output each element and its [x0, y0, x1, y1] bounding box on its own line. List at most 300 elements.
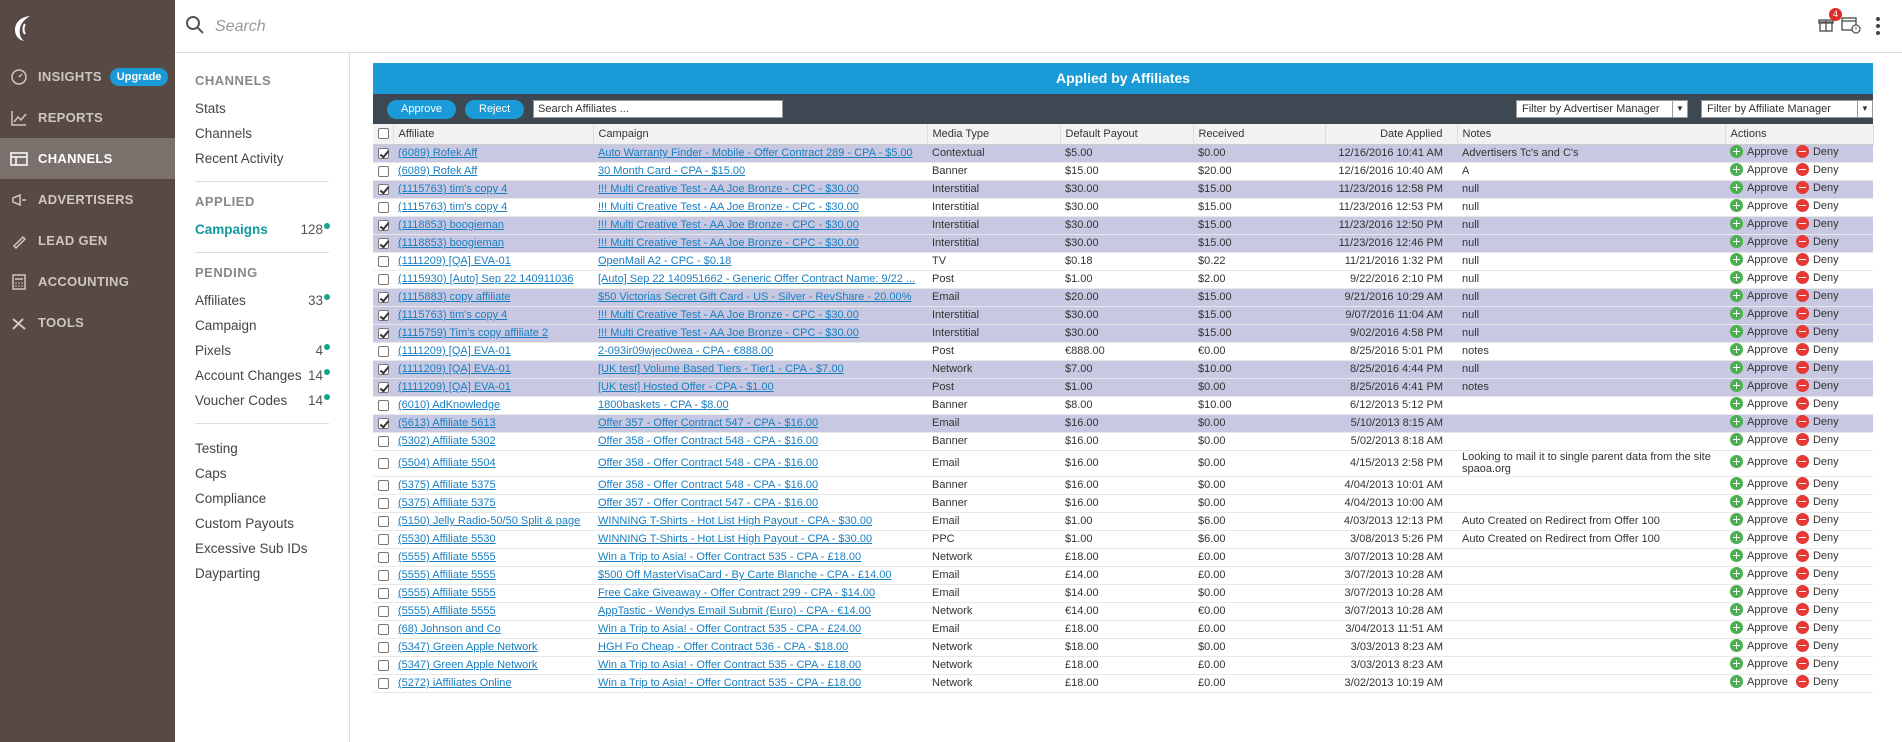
media-type-cell: Post	[932, 345, 955, 357]
campaign-link[interactable]: AppTastic - Wendys Email Submit (Euro) - CPA - €14.00	[598, 605, 871, 617]
default-payout-cell: $1.00	[1065, 273, 1093, 285]
row-checkbox[interactable]	[378, 238, 389, 249]
row-checkbox[interactable]	[378, 534, 389, 545]
actions-cell	[1725, 620, 1873, 638]
received-cell: $0.00	[1198, 497, 1226, 509]
default-payout-cell: £14.00	[1065, 569, 1099, 581]
plus-circle-icon	[1730, 271, 1743, 284]
rail-item-lead-gen[interactable]	[0, 220, 175, 261]
affiliate-link[interactable]: (6089) Rofek Aff	[398, 165, 478, 177]
row-approve-action[interactable]	[1730, 163, 1788, 176]
row-select-cell	[373, 360, 393, 378]
row-checkbox[interactable]	[378, 480, 389, 491]
divider	[195, 423, 329, 424]
campaign-link[interactable]: 2-093ir09wjec0wea - CPA - €888.00	[598, 345, 774, 357]
affiliate-link[interactable]: (6010) AdKnowledge	[398, 399, 501, 411]
actions-cell	[1725, 144, 1873, 162]
default-payout-cell: $20.00	[1065, 291, 1099, 303]
campaign-cell	[593, 180, 927, 198]
row-deny-action[interactable]	[1796, 455, 1839, 468]
affiliate-link[interactable]: (5613) Affiliate 5613	[398, 417, 496, 429]
campaign-link[interactable]: !!! Multi Creative Test - AA Joe Bronze - CPC - $30.00	[598, 183, 859, 195]
row-deny-action[interactable]	[1796, 567, 1839, 580]
default-payout-cell: $5.00	[1065, 147, 1093, 159]
row-approve-action[interactable]	[1730, 361, 1788, 374]
minus-circle-icon	[1796, 549, 1809, 562]
row-checkbox[interactable]	[378, 642, 389, 653]
reject-button[interactable]: Reject	[465, 100, 524, 119]
row-approve-action[interactable]	[1730, 379, 1788, 392]
deny-label: Deny	[1812, 639, 1839, 652]
default-payout-cell: $16.00	[1065, 435, 1099, 447]
rail-item-advertisers[interactable]	[0, 179, 175, 220]
line-chart-icon	[10, 109, 28, 127]
row-checkbox[interactable]	[378, 552, 389, 563]
row-checkbox[interactable]	[378, 624, 389, 635]
row-approve-action[interactable]	[1730, 639, 1788, 652]
row-approve-action[interactable]	[1730, 433, 1788, 446]
date-applied-cell: 8/25/2016 4:44 PM	[1350, 363, 1443, 375]
row-select-cell	[373, 512, 393, 530]
row-checkbox[interactable]	[378, 310, 389, 321]
row-deny-action[interactable]	[1796, 271, 1839, 284]
row-deny-action[interactable]	[1796, 145, 1839, 158]
row-checkbox[interactable]	[378, 498, 389, 509]
actions-cell	[1725, 432, 1873, 450]
approve-button[interactable]: Approve	[387, 100, 456, 119]
row-checkbox[interactable]	[378, 364, 389, 375]
row-checkbox[interactable]	[378, 274, 389, 285]
date-applied-cell: 6/12/2013 5:12 PM	[1350, 399, 1443, 411]
campaign-link[interactable]: Win a Trip to Asia! - Offer Contract 535 - CPA - £24.00	[598, 623, 862, 635]
row-approve-action[interactable]	[1730, 199, 1788, 212]
affiliate-cell	[393, 342, 593, 360]
row-deny-action[interactable]	[1796, 477, 1839, 490]
deny-label: Deny	[1812, 531, 1839, 544]
row-select-cell	[373, 494, 393, 512]
plus-circle-icon	[1730, 217, 1743, 230]
campaign-link[interactable]: 30 Month Card - CPA - $15.00	[598, 165, 746, 177]
minus-circle-icon	[1796, 361, 1809, 374]
affiliate-link[interactable]: (1118853) boogieman	[398, 237, 505, 249]
affiliate-link[interactable]: (5302) Affiliate 5302	[398, 435, 496, 447]
affiliate-cell	[393, 180, 593, 198]
deny-label: Deny	[1812, 657, 1839, 670]
row-deny-action[interactable]	[1796, 639, 1839, 652]
subnav-item-recent-activity[interactable]	[195, 146, 329, 171]
row-approve-action[interactable]	[1730, 603, 1788, 616]
row-deny-action[interactable]	[1796, 361, 1839, 374]
row-deny-action[interactable]	[1796, 675, 1839, 688]
row-approve-action[interactable]	[1730, 477, 1788, 490]
column-header-affiliate[interactable]: Affiliate	[393, 124, 593, 144]
row-deny-action[interactable]	[1796, 163, 1839, 176]
subnav-item-label: Stats	[195, 101, 226, 116]
subnav-item-campaign[interactable]	[195, 313, 329, 338]
subnav-item-caps[interactable]	[195, 461, 329, 486]
row-approve-action[interactable]	[1730, 397, 1788, 410]
row-select-cell	[373, 162, 393, 180]
row-deny-action[interactable]	[1796, 621, 1839, 634]
row-deny-action[interactable]	[1796, 289, 1839, 302]
row-approve-action[interactable]	[1730, 289, 1788, 302]
actions-cell	[1725, 584, 1873, 602]
table-row	[373, 548, 1873, 566]
row-deny-action[interactable]	[1796, 603, 1839, 616]
subnav-item-account-changes[interactable]	[195, 363, 329, 388]
notes-cell	[1457, 674, 1725, 692]
rail-item-insights[interactable]	[0, 56, 175, 97]
row-approve-action[interactable]	[1730, 235, 1788, 248]
row-approve-action[interactable]	[1730, 343, 1788, 356]
column-header-notes[interactable]: Notes	[1457, 124, 1725, 144]
received-cell: $0.00	[1198, 587, 1226, 599]
campaign-link[interactable]: Offer 358 - Offer Contract 548 - CPA - $16.00	[598, 457, 819, 469]
table-row	[373, 432, 1873, 450]
media-type-cell: Banner	[932, 479, 968, 491]
rail-item-reports[interactable]	[0, 97, 175, 138]
campaign-link[interactable]: Offer 358 - Offer Contract 548 - CPA - $16.00	[598, 479, 819, 491]
campaign-link[interactable]: $50 Victorias Secret Gift Card - US - Silver - RevShare - 20.00%	[598, 291, 912, 303]
row-approve-action[interactable]	[1730, 549, 1788, 562]
approve-label: Approve	[1747, 163, 1788, 176]
affiliate-link[interactable]: (1115763) tim's copy 4	[398, 183, 508, 195]
row-select-cell	[373, 584, 393, 602]
deny-label: Deny	[1812, 513, 1839, 526]
actions-cell	[1725, 234, 1873, 252]
subnav-item-campaigns[interactable]	[195, 217, 329, 242]
received-cell: $10.00	[1198, 399, 1232, 411]
row-checkbox[interactable]	[378, 184, 389, 195]
subnav-item-dayparting[interactable]	[195, 561, 329, 586]
row-checkbox[interactable]	[378, 660, 389, 671]
row-checkbox[interactable]	[378, 606, 389, 617]
received-cell: $15.00	[1198, 219, 1232, 231]
subnav-item-channels[interactable]	[195, 121, 329, 146]
row-approve-action[interactable]	[1730, 621, 1788, 634]
row-checkbox[interactable]	[378, 220, 389, 231]
upgrade-badge[interactable]: Upgrade	[110, 68, 169, 86]
media-type-cell: Network	[932, 659, 973, 671]
row-approve-action[interactable]	[1730, 495, 1788, 508]
campaign-link[interactable]: Win a Trip to Asia! - Offer Contract 535 - CPA - £18.00	[598, 659, 862, 671]
campaign-link[interactable]: Offer 358 - Offer Contract 548 - CPA - $16.00	[598, 435, 819, 447]
row-checkbox[interactable]	[378, 458, 389, 469]
row-approve-action[interactable]	[1730, 657, 1788, 670]
global-search-input[interactable]	[215, 14, 615, 40]
affiliate-link[interactable]: (1118853) boogieman	[398, 219, 505, 231]
affiliate-link[interactable]: (5555) Affiliate 5555	[398, 587, 496, 599]
row-approve-action[interactable]	[1730, 675, 1788, 688]
campaign-link[interactable]: !!! Multi Creative Test - AA Joe Bronze - CPC - $30.00	[598, 201, 859, 213]
affiliate-link[interactable]: (1111209) [QA] EVA-01	[398, 255, 511, 267]
app-logo[interactable]	[0, 0, 175, 56]
campaign-link[interactable]: [Auto] Sep 22 140951662 - Generic Offer Contract Name: 9/22 ...	[598, 273, 916, 285]
column-header-media-type[interactable]: Media Type	[927, 124, 1060, 144]
row-deny-action[interactable]	[1796, 343, 1839, 356]
campaign-link[interactable]: [UK test] Volume Based Tiers - Tier1 - CPA - $7.00	[598, 363, 844, 375]
default-payout-cell: $1.00	[1065, 515, 1093, 527]
tools-icon	[10, 314, 28, 332]
column-header-received[interactable]: Received	[1193, 124, 1325, 144]
table-row	[373, 566, 1873, 584]
notes-cell	[1457, 638, 1725, 656]
affiliate-cell	[393, 234, 593, 252]
campaign-link[interactable]: Win a Trip to Asia! - Offer Contract 535 - CPA - £18.00	[598, 551, 862, 563]
row-approve-action[interactable]	[1730, 567, 1788, 580]
minus-circle-icon	[1796, 217, 1809, 230]
gift-icon[interactable]	[1818, 9, 1838, 37]
affiliate-link[interactable]: (5150) Jelly Radio-50/50 Split & page	[398, 515, 581, 527]
row-checkbox[interactable]	[378, 418, 389, 429]
affiliate-link[interactable]: (1115763) tim's copy 4	[398, 309, 508, 321]
column-header-date-applied[interactable]: Date Applied	[1325, 124, 1457, 144]
affiliate-link[interactable]: (1115930) [Auto] Sep 22 140911036	[398, 273, 574, 285]
received-cell: $0.00	[1198, 457, 1226, 469]
subnav-item-pixels[interactable]	[195, 338, 329, 363]
campaign-link[interactable]: !!! Multi Creative Test - AA Joe Bronze - CPC - $30.00	[598, 309, 859, 321]
campaign-cell	[593, 144, 927, 162]
row-deny-action[interactable]	[1796, 253, 1839, 266]
campaign-link[interactable]: WINNING T-Shirts - Hot List High Payout - CPA - $30.00	[598, 533, 873, 545]
row-deny-action[interactable]	[1796, 235, 1839, 248]
plus-circle-icon	[1730, 433, 1743, 446]
row-approve-action[interactable]	[1730, 145, 1788, 158]
row-checkbox[interactable]	[378, 436, 389, 447]
deny-label: Deny	[1812, 549, 1839, 562]
row-deny-action[interactable]	[1796, 495, 1839, 508]
minus-circle-icon	[1796, 433, 1809, 446]
row-approve-action[interactable]	[1730, 513, 1788, 526]
row-deny-action[interactable]	[1796, 513, 1839, 526]
row-deny-action[interactable]	[1796, 657, 1839, 670]
plus-circle-icon	[1730, 379, 1743, 392]
affiliate-cell	[393, 548, 593, 566]
filter-advertiser-manager-select[interactable]	[1516, 100, 1688, 118]
subnav-item-label: Recent Activity	[195, 151, 284, 166]
row-deny-action[interactable]	[1796, 199, 1839, 212]
row-deny-action[interactable]	[1796, 307, 1839, 320]
deny-label: Deny	[1812, 325, 1839, 338]
campaign-link[interactable]: Offer 357 - Offer Contract 547 - CPA - $16.00	[598, 417, 819, 429]
affiliate-cell	[393, 638, 593, 656]
affiliate-link[interactable]: (1111209) [QA] EVA-01	[398, 363, 511, 375]
affiliate-link[interactable]: (1111209) [QA] EVA-01	[398, 381, 511, 393]
media-type-cell: Email	[932, 587, 960, 599]
approve-label: Approve	[1747, 253, 1788, 266]
notes-cell: Auto Created on Redirect from Offer 100	[1462, 533, 1660, 545]
date-applied-cell: 3/07/2013 10:28 AM	[1344, 569, 1443, 581]
plus-circle-icon	[1730, 513, 1743, 526]
campaign-link[interactable]: Free Cake Giveaway - Offer Contract 299 - CPA - $14.00	[598, 587, 876, 599]
campaign-link[interactable]: Offer 357 - Offer Contract 547 - CPA - $16.00	[598, 497, 819, 509]
date-applied-cell: 3/08/2013 5:26 PM	[1350, 533, 1443, 545]
subnav-item-count: 14	[308, 388, 329, 413]
row-deny-action[interactable]	[1796, 433, 1839, 446]
row-select-cell	[373, 432, 393, 450]
deny-label: Deny	[1812, 289, 1839, 302]
approve-label: Approve	[1747, 477, 1788, 490]
date-applied-cell: 3/07/2013 10:28 AM	[1344, 587, 1443, 599]
affiliate-link[interactable]: (6089) Rofek Aff	[398, 147, 478, 159]
subnav-item-affiliates[interactable]	[195, 288, 329, 313]
campaign-link[interactable]: [UK test] Hosted Offer - CPA - $1.00	[598, 381, 774, 393]
table-row	[373, 414, 1873, 432]
affiliate-link[interactable]: (1115763) tim's copy 4	[398, 201, 508, 213]
row-checkbox[interactable]	[378, 346, 389, 357]
actions-cell	[1725, 548, 1873, 566]
notes-cell	[1457, 476, 1725, 494]
row-deny-action[interactable]	[1796, 379, 1839, 392]
row-approve-action[interactable]	[1730, 325, 1788, 338]
row-deny-action[interactable]	[1796, 397, 1839, 410]
row-select-cell	[373, 656, 393, 674]
row-checkbox[interactable]	[378, 516, 389, 527]
subnav-item-custom-payouts[interactable]	[195, 511, 329, 536]
affiliate-cell	[393, 450, 593, 476]
media-type-cell: Email	[932, 515, 960, 527]
row-approve-action[interactable]	[1730, 455, 1788, 468]
column-header-actions: Actions	[1725, 124, 1873, 144]
affiliate-link[interactable]: (5375) Affiliate 5375	[398, 497, 496, 509]
column-header-default-payout[interactable]: Default Payout	[1060, 124, 1193, 144]
row-approve-action[interactable]	[1730, 585, 1788, 598]
column-header-campaign[interactable]: Campaign	[593, 124, 927, 144]
approve-label: Approve	[1747, 217, 1788, 230]
row-checkbox[interactable]	[378, 588, 389, 599]
actions-cell	[1725, 530, 1873, 548]
media-type-cell: TV	[932, 255, 947, 267]
affiliate-link[interactable]: (5347) Green Apple Network	[398, 641, 538, 653]
row-approve-action[interactable]	[1730, 531, 1788, 544]
affiliate-link[interactable]: (5375) Affiliate 5375	[398, 479, 496, 491]
campaign-link[interactable]: 1800baskets - CPA - $8.00	[598, 399, 729, 411]
rail-item-label: LEAD GEN	[38, 233, 108, 248]
received-cell: $15.00	[1198, 291, 1232, 303]
subnav-item-stats[interactable]	[195, 96, 329, 121]
affiliate-link[interactable]: (1111209) [QA] EVA-01	[398, 345, 511, 357]
affiliate-link[interactable]: (5555) Affiliate 5555	[398, 551, 496, 563]
affiliate-link[interactable]: (5504) Affiliate 5504	[398, 457, 496, 469]
affiliate-link[interactable]: (5555) Affiliate 5555	[398, 569, 496, 581]
table-row	[373, 216, 1873, 234]
row-checkbox[interactable]	[378, 382, 389, 393]
rail-item-tools[interactable]	[0, 302, 175, 343]
campaign-link[interactable]: Win a Trip to Asia! - Offer Contract 535 - CPA - £18.00	[598, 677, 862, 689]
row-deny-action[interactable]	[1796, 415, 1839, 428]
received-cell: $0.00	[1198, 417, 1226, 429]
approve-label: Approve	[1747, 603, 1788, 616]
row-checkbox[interactable]	[378, 148, 389, 159]
plus-circle-icon	[1730, 585, 1743, 598]
row-checkbox[interactable]	[378, 678, 389, 689]
row-checkbox[interactable]	[378, 570, 389, 581]
campaign-cell	[593, 216, 927, 234]
subnav-item-count: 4	[315, 338, 329, 363]
affiliate-link[interactable]: (5555) Affiliate 5555	[398, 605, 496, 617]
media-type-cell: Post	[932, 381, 955, 393]
minus-circle-icon	[1796, 379, 1809, 392]
campaign-link[interactable]: $500 Off MasterVisaCard - By Carte Blanche - CPA - £14.00	[598, 569, 892, 581]
default-payout-cell: $0.18	[1065, 255, 1093, 267]
minus-circle-icon	[1796, 477, 1809, 490]
deny-label: Deny	[1812, 217, 1839, 230]
media-type-cell: Network	[932, 677, 973, 689]
row-deny-action[interactable]	[1796, 549, 1839, 562]
campaign-link[interactable]: !!! Multi Creative Test - AA Joe Bronze - CPC - $30.00	[598, 237, 859, 249]
subnav-item-voucher-codes[interactable]	[195, 388, 329, 413]
rail-item-channels[interactable]	[0, 138, 175, 179]
campaign-link[interactable]: Auto Warranty Finder - Mobile - Offer Contract 289 - CPA - $5.00	[598, 147, 913, 159]
received-cell: $0.00	[1198, 435, 1226, 447]
deny-label: Deny	[1812, 477, 1839, 490]
campaign-link[interactable]: !!! Multi Creative Test - AA Joe Bronze - CPC - $30.00	[598, 327, 859, 339]
row-approve-action[interactable]	[1730, 181, 1788, 194]
row-approve-action[interactable]	[1730, 415, 1788, 428]
row-deny-action[interactable]	[1796, 531, 1839, 544]
row-checkbox[interactable]	[378, 202, 389, 213]
select-all-checkbox[interactable]	[378, 128, 389, 139]
actions-cell	[1725, 674, 1873, 692]
affiliate-cell	[393, 620, 593, 638]
more-menu-icon[interactable]	[1875, 16, 1881, 41]
row-checkbox[interactable]	[378, 400, 389, 411]
affiliate-link[interactable]: (1115883) copy affiliate	[398, 291, 511, 303]
calendar-clock-icon[interactable]	[1841, 16, 1861, 39]
row-approve-action[interactable]	[1730, 307, 1788, 320]
row-deny-action[interactable]	[1796, 585, 1839, 598]
row-checkbox[interactable]	[378, 328, 389, 339]
received-cell: $0.00	[1198, 147, 1226, 159]
rail-item-accounting[interactable]	[0, 261, 175, 302]
row-checkbox[interactable]	[378, 166, 389, 177]
media-type-cell: PPC	[932, 533, 955, 545]
notes-cell	[1457, 566, 1725, 584]
subnav-item-compliance[interactable]	[195, 486, 329, 511]
campaign-link[interactable]: HGH Fo Cheap - Offer Contract 536 - CPA - $18.00	[598, 641, 849, 653]
calculator-icon	[10, 273, 28, 291]
plus-circle-icon	[1730, 495, 1743, 508]
notes-cell	[1457, 602, 1725, 620]
row-deny-action[interactable]	[1796, 181, 1839, 194]
row-deny-action[interactable]	[1796, 217, 1839, 230]
received-cell: $2.00	[1198, 273, 1226, 285]
subnav-item-testing[interactable]	[195, 436, 329, 461]
row-approve-action[interactable]	[1730, 253, 1788, 266]
row-deny-action[interactable]	[1796, 325, 1839, 338]
search-affiliates-input[interactable]	[533, 100, 783, 118]
affiliate-link[interactable]: (5347) Green Apple Network	[398, 659, 538, 671]
filter-affiliate-manager-select[interactable]	[1701, 100, 1873, 118]
subnav-item-excessive-sub-ids[interactable]	[195, 536, 329, 561]
affiliate-link[interactable]: (1115759) Tim's copy affiliate 2	[398, 327, 549, 339]
approve-label: Approve	[1747, 415, 1788, 428]
row-approve-action[interactable]	[1730, 271, 1788, 284]
campaign-link[interactable]: WINNING T-Shirts - Hot List High Payout - CPA - $30.00	[598, 515, 873, 527]
affiliate-link[interactable]: (5272) iAffiliates Online	[398, 677, 512, 689]
affiliate-link[interactable]: (68) Johnson and Co	[398, 623, 501, 635]
date-applied-cell: 5/10/2013 8:15 AM	[1350, 417, 1443, 429]
affiliate-link[interactable]: (5530) Affiliate 5530	[398, 533, 496, 545]
plus-circle-icon	[1730, 549, 1743, 562]
affiliate-cell	[393, 360, 593, 378]
row-checkbox[interactable]	[378, 256, 389, 267]
row-approve-action[interactable]	[1730, 217, 1788, 230]
campaign-link[interactable]: !!! Multi Creative Test - AA Joe Bronze - CPC - $30.00	[598, 219, 859, 231]
campaign-link[interactable]: OpenMail A2 - CPC - $0.18	[598, 255, 732, 267]
approve-label: Approve	[1747, 495, 1788, 508]
row-checkbox[interactable]	[378, 292, 389, 303]
